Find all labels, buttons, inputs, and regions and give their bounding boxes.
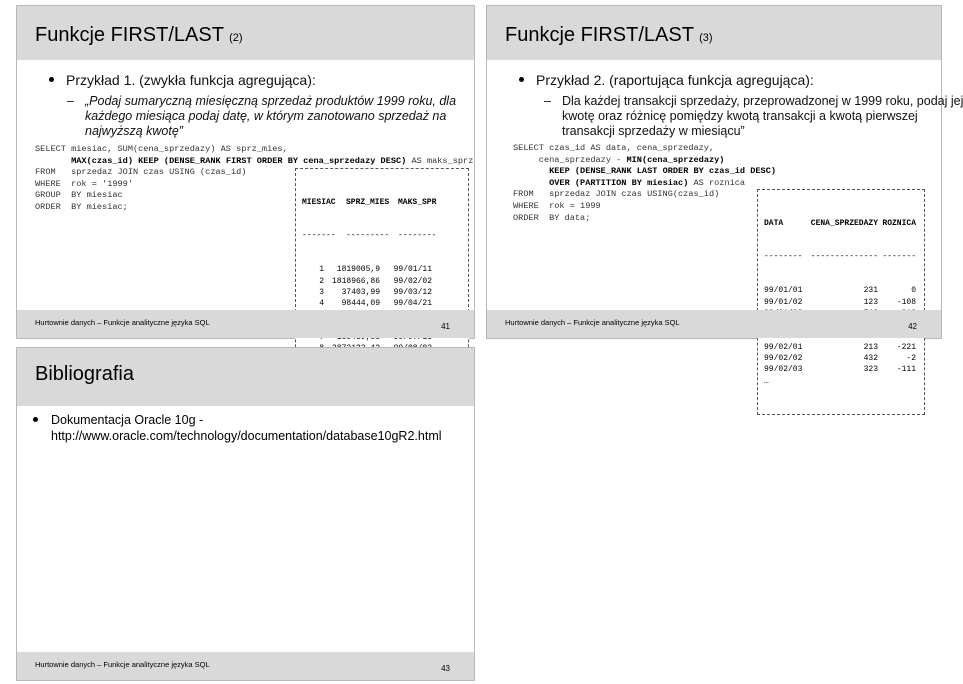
table-cell: 1819005,9 [336, 265, 380, 275]
footer-bar [17, 652, 474, 680]
page-number: 42 [908, 322, 917, 331]
table-row [764, 297, 920, 308]
result-table [757, 189, 925, 415]
footer-bar [487, 310, 941, 338]
dash-icon: – [544, 94, 551, 108]
slide-42 [486, 5, 963, 386]
table-cell: 37403,99 [341, 287, 380, 297]
slide-41 [16, 5, 475, 339]
table-cell: 2 [319, 276, 324, 286]
slide-title: Funkcje FIRST/LAST (3) [505, 24, 713, 46]
table-cell: 99/01/02 [764, 297, 803, 307]
table-row [764, 285, 920, 296]
table-cell: 98444,09 [341, 299, 380, 309]
result-header: DATA CENA_SPRZEDAZY ROZNICA [764, 218, 916, 228]
table-cell: 99/02/02 [393, 276, 432, 286]
table-row [302, 287, 464, 298]
table-cell: -2 [906, 354, 916, 364]
table-cell: 123 [863, 297, 878, 307]
slide-title: Bibliografia [35, 363, 134, 385]
page-number: 43 [441, 664, 450, 673]
table-cell: 1818966,86 [331, 276, 380, 286]
table-row [764, 364, 920, 375]
result-divider: -------- -------------- ------- [764, 252, 916, 262]
table-cell: 231 [863, 286, 878, 296]
table-cell: 99/01/11 [393, 265, 432, 275]
table-cell: -221 [896, 342, 916, 352]
bibliography-item: Dokumentacja Oracle 10g - http://www.oracle.com/technology/documentation/database10gR2.html [51, 412, 442, 444]
footer-bar [17, 310, 474, 338]
sql-code: SELECT miesiac, SUM(cena_sprzedazy) AS sprz_mies, MAX(czas_id) KEEP (DENSE_RANK FIRST ORDER BY cena_sprzedazy DESC) AS maks_sprz FROM sprzedaz JOIN czas USING (czas_id) WHERE rok = '1999' GROUP BY miesiac ORDER BY miesiac; [35, 144, 474, 212]
slide-43 [16, 347, 475, 681]
table-cell: 99/03/12 [393, 287, 432, 297]
table-cell: 99/02/01 [764, 342, 803, 352]
table-cell: -111 [896, 365, 916, 375]
example-description: – „Podaj sumaryczną miesięczną sprzedaż produktów 1999 roku, dla każdego miesiąca podaj datę, w którym zanotowano sprzedaż na najwyższą kwotę” [67, 94, 457, 138]
result-divider: ------- --------- -------- [302, 231, 437, 241]
result-header: MIESIAC SPRZ_MIES MAKS_SPR [302, 197, 437, 207]
table-cell: 99/01/01 [764, 286, 803, 296]
table-cell: 0 [911, 286, 916, 296]
slide-title: Funkcje FIRST/LAST (2) [35, 24, 243, 46]
dash-icon: – [67, 94, 74, 108]
table-cell: … [764, 376, 769, 386]
bullet-icon [49, 77, 54, 82]
example-bullet: Przykład 2. (raportująca funkcja agregująca): [519, 72, 814, 88]
table-cell: 99/02/03 [764, 365, 803, 375]
table-row [302, 276, 464, 287]
sql-code: SELECT czas_id AS data, cena_sprzedazy, cena_sprzedazy - MIN(cena_sprzedazy) KEEP (DENSE_RANK LAST ORDER BY czas_id DESC) OVER (PARTITION BY miesiac) AS roznica FROM sprzedaz JOIN czas USING(czas_id) WHERE rok = 1999 ORDER BY data; [513, 143, 777, 223]
table-cell: 4 [319, 299, 324, 309]
table-cell: 323 [863, 365, 878, 375]
table-cell: 213 [863, 342, 878, 352]
bullet-icon [519, 77, 524, 82]
table-cell: 99/04/21 [393, 299, 432, 309]
table-row [764, 376, 920, 387]
table-cell: 99/02/02 [764, 354, 803, 364]
table-cell: 3 [319, 287, 324, 297]
example-description: – Dla każdej transakcji sprzedaży, przeprowadzonej w 1999 roku, podaj jej kwotę oraz różnicę pomiędzy kwotą transakcji a kwotą pierwszej transakcji sprzedaży w miesiącu” [544, 94, 963, 138]
footer-text: Hurtownie danych – Funkcje analityczne języka SQL [35, 318, 210, 327]
footer-text: Hurtownie danych – Funkcje analityczne języka SQL [35, 660, 210, 669]
bullet-icon [33, 417, 38, 422]
table-cell: -108 [896, 297, 916, 307]
table-row [302, 264, 464, 275]
table-cell: 432 [863, 354, 878, 364]
oracle-doc-link[interactable]: http://www.oracle.com/technology/documentation/database10gR2.html [51, 429, 442, 443]
table-cell: 1 [319, 265, 324, 275]
footer-text: Hurtownie danych – Funkcje analityczne języka SQL [505, 318, 680, 327]
table-row [764, 353, 920, 364]
page-number: 41 [441, 322, 450, 331]
table-row [302, 298, 464, 309]
table-row [764, 342, 920, 353]
example-bullet: Przykład 1. (zwykła funkcja agregująca): [49, 72, 316, 88]
